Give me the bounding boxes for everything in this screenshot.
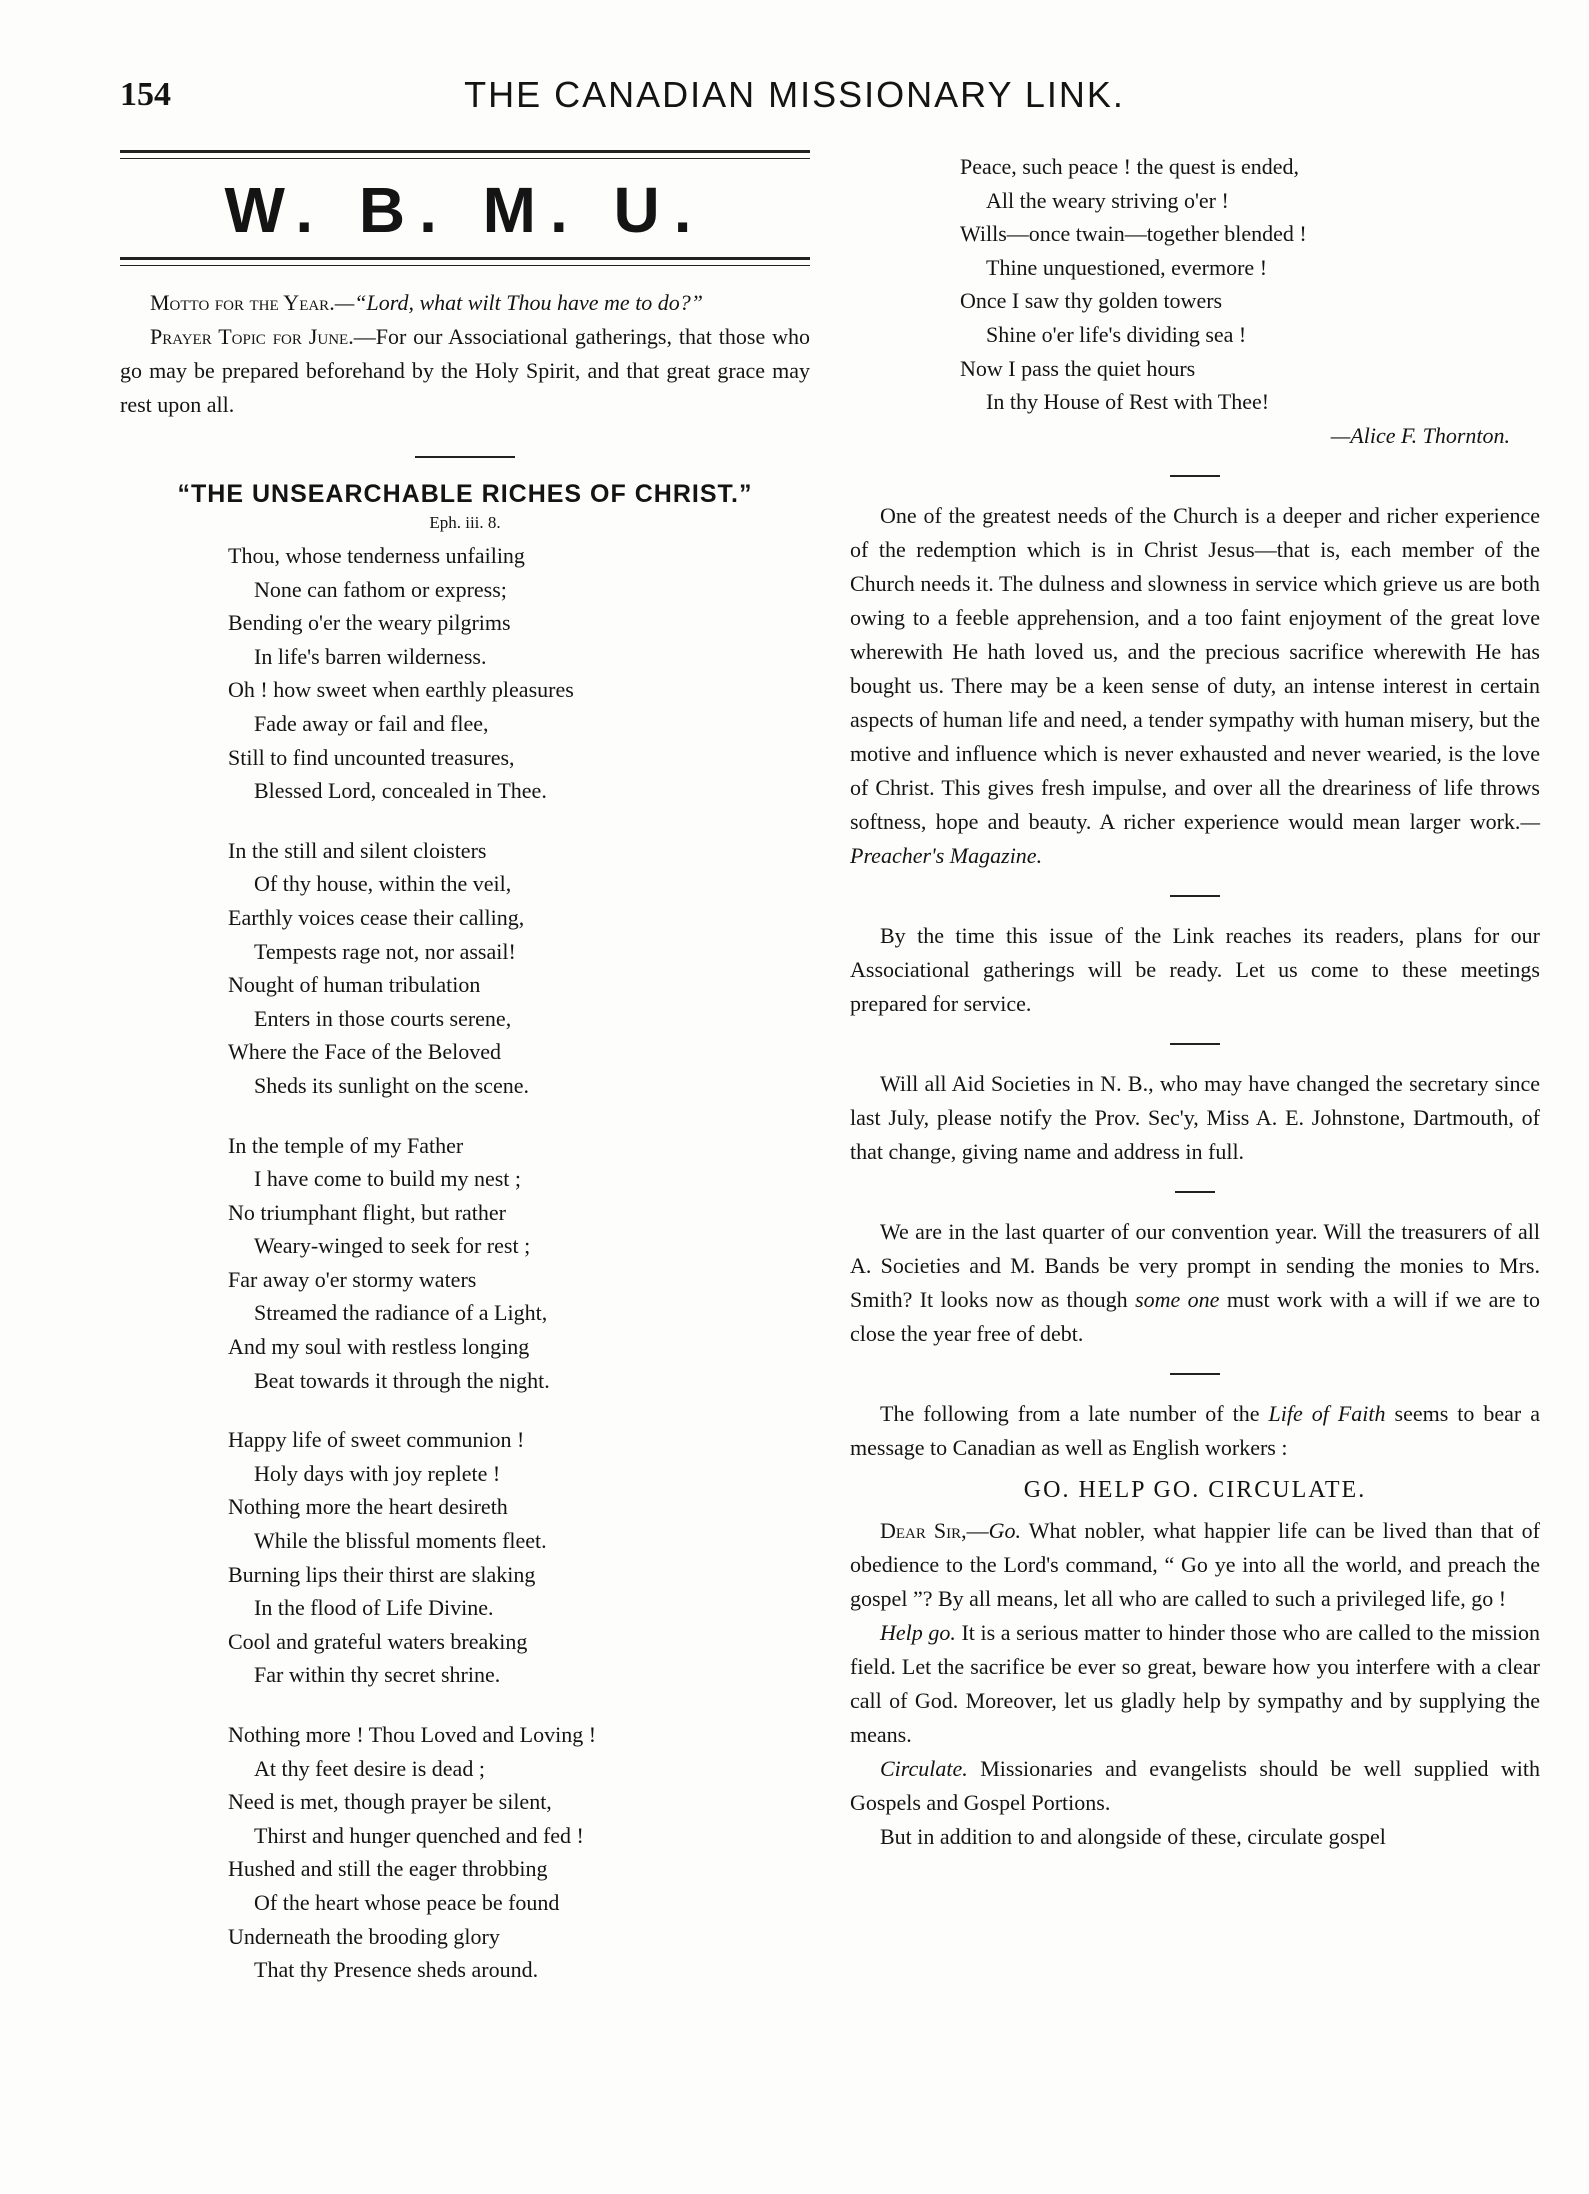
motto: Motto for the Year.—“Lord, what wilt Thou have me to do?” — [150, 290, 704, 315]
poem-line: Oh ! how sweet when earthly pleasures — [228, 677, 574, 703]
poem-line: Still to find uncounted treasures, — [228, 744, 515, 770]
poem-line: In the flood of Life Divine. — [254, 1595, 494, 1621]
poem-line: I have come to build my nest ; — [254, 1166, 521, 1192]
poem-line: That thy Presence sheds around. — [254, 1957, 539, 1983]
poem-line: Weary-winged to seek for rest ; — [254, 1233, 531, 1259]
divider — [1170, 1043, 1220, 1045]
poem-stanza — [228, 1423, 810, 1692]
poem-line: Nothing more the heart desireth — [228, 1494, 508, 1520]
poem-line: No triumphant flight, but rather — [228, 1199, 506, 1225]
poem-line: Nought of human tribulation — [228, 972, 481, 998]
poem-line: Shine o'er life's dividing sea ! — [986, 321, 1247, 347]
journal-title: THE CANADIAN MISSIONARY LINK. — [464, 74, 1125, 115]
poem-line: Nothing more ! Thou Loved and Loving ! — [228, 1722, 597, 1747]
poem-line: Sheds its sunlight on the scene. — [254, 1072, 529, 1098]
subheading: GO. HELP GO. CIRCULATE. — [1023, 1476, 1367, 1503]
poem-line: Peace, such peace ! the quest is ended, — [960, 154, 1300, 179]
poem-line: Far away o'er stormy waters — [228, 1266, 477, 1292]
poem-line: Once I saw thy golden towers — [960, 288, 1223, 314]
poem-line: Tempests rage not, nor assail! — [254, 938, 516, 964]
poem-ending — [960, 150, 1540, 419]
poem-line: Blessed Lord, concealed in Thee. — [254, 778, 547, 804]
poem-line: Thine unquestioned, evermore ! — [986, 254, 1268, 280]
poem-line: Of the heart whose peace be found — [254, 1889, 560, 1915]
poem-line: In thy House of Rest with Thee! — [986, 389, 1270, 415]
right-column — [850, 150, 1540, 1854]
poem-line: Wills—once twain—together blended ! — [960, 221, 1307, 247]
paragraph-go: Dear Sir,—Go. What nobler, what happier life can be lived than that of obedience to the Lord's command, “ Go ye into all the world, and preach the gospel ”? By all means, let all who are called to such a privileged life, go ! — [850, 1517, 1540, 1611]
divider — [1170, 895, 1220, 897]
poem-line: Now I pass the quiet hours — [960, 355, 1196, 381]
poem-stanza — [228, 539, 810, 808]
paragraph-associational: By the time this issue of the Link reaches its readers, plans for our Associational gatherings will be ready. Let us come to these meetings prepared for service. — [850, 922, 1540, 1016]
paragraph-treasurers: We are in the last quarter of our convention year. Will the treasurers of all A. Societies and M. Bands be very prompt in sending the monies to Mrs. Smith? It looks now as though some one must work with a will if we are to close the year free of debt. — [850, 1218, 1541, 1346]
poem-line: Happy life of sweet communion ! — [228, 1427, 525, 1453]
poem-line: While the blissful moments fleet. — [254, 1528, 547, 1554]
poem-line: Cool and grateful waters breaking — [228, 1628, 528, 1654]
page-number: 154 — [120, 76, 171, 113]
poem-line: Bending o'er the weary pilgrims — [228, 610, 511, 636]
poem-line: Where the Face of the Beloved — [228, 1039, 502, 1065]
paragraph-aid-societies: Will all Aid Societies in N. B., who may have changed the secretary since last July, please notify the Prov. Sec'y, Miss A. E. Johnstone, Dartmouth, of that change, giving name and address in full. — [850, 1070, 1540, 1164]
poem-stanza — [228, 1718, 810, 1987]
poem-line: Thirst and hunger quenched and fed ! — [254, 1822, 584, 1848]
title-rule-bottom — [120, 257, 810, 266]
poem-line: All the weary striving o'er ! — [986, 187, 1229, 213]
paragraph-continuation: But in addition to and alongside of these, circulate gospel — [880, 1823, 1386, 1849]
poem-line: And my soul with restless longing — [228, 1334, 530, 1360]
poem-reference: Eph. iii. 8. — [429, 513, 501, 532]
poem-line: At thy feet desire is dead ; — [254, 1755, 485, 1781]
poem-line: Beat towards it through the night. — [254, 1367, 550, 1393]
poem-line: Thou, whose tenderness unfailing — [228, 543, 525, 568]
prayer-topic: Prayer Topic for June.—For our Associational gatherings, that those who go may be prepared beforehand by the Holy Spirit, and that great grace may rest upon all. — [120, 324, 811, 417]
poem-stanza — [228, 834, 810, 1103]
poem-line: Enters in those courts serene, — [254, 1005, 512, 1031]
poem-body — [120, 539, 810, 1987]
divider — [1170, 1373, 1220, 1375]
poem-line: In the still and silent cloisters — [228, 837, 487, 863]
title-rule-top — [120, 150, 810, 159]
poem-line: Underneath the brooding glory — [228, 1923, 500, 1949]
divider — [415, 456, 515, 458]
poem-line: Streamed the radiance of a Light, — [254, 1300, 548, 1326]
paragraph-redemption: One of the greatest needs of the Church is a deeper and richer experience of the redemption which is in Christ Jesus—that is, each member of the Church needs it. The dulness and slowness in service which grieve us are both owing to a feeble apprehension, and a too faint enjoyment of the great love wherewith He hath loved us, and the precious sacrifice wherewith He has bought us. There may be a keen sense of duty, an intense interest in certain aspects of human life and need, a tender sympathy with human misery, but the motive and influence which is never exhausted and never wearied, is the love of Christ. This gives fresh impulse, and over all the dreariness of life throws softness, hope and beauty. A richer experience would mean larger work.—Preacher's Magazine. — [850, 502, 1540, 868]
poem-line: Holy days with joy replete ! — [254, 1460, 501, 1486]
section-title: W. B. M. U. — [224, 174, 706, 246]
divider — [1175, 1191, 1215, 1193]
poem-line: Hushed and still the eager throbbing — [228, 1856, 548, 1882]
poem-stanza — [228, 1129, 810, 1398]
paragraph-help-go: Help go. It is a serious matter to hinder those who are called to the mission field. Let the sacrifice be ever so great, beware how you interfere with a clear call of God. Moreover, let us gladly help by sympathy and by supplying the means. — [850, 1619, 1540, 1747]
poem-line: In life's barren wilderness. — [254, 643, 487, 669]
poem-line: None can fathom or express; — [254, 576, 507, 602]
left-column — [120, 150, 810, 2013]
paragraph-circulate: Circulate. Missionaries and evangelists should be well supplied with Gospels and Gospel Portions. — [850, 1755, 1541, 1815]
poem-line: Fade away or fail and flee, — [254, 710, 489, 736]
paragraph-life-of-faith: The following from a late number of the Life of Faith seems to bear a message to Canadian as well as English workers : — [850, 1400, 1541, 1460]
poem-line: Earthly voices cease their calling, — [228, 904, 525, 930]
poem-line: In the temple of my Father — [228, 1132, 464, 1158]
poem-line: Of thy house, within the veil, — [254, 871, 512, 897]
poem-line: Far within thy secret shrine. — [254, 1662, 501, 1688]
divider — [1170, 475, 1220, 477]
poem-line: Burning lips their thirst are slaking — [228, 1561, 536, 1587]
poem-line: Need is met, though prayer be silent, — [228, 1789, 552, 1815]
poem-author: —Alice F. Thornton. — [1330, 422, 1510, 448]
poem-title: “THE UNSEARCHABLE RICHES OF CHRIST.” — [177, 480, 753, 508]
